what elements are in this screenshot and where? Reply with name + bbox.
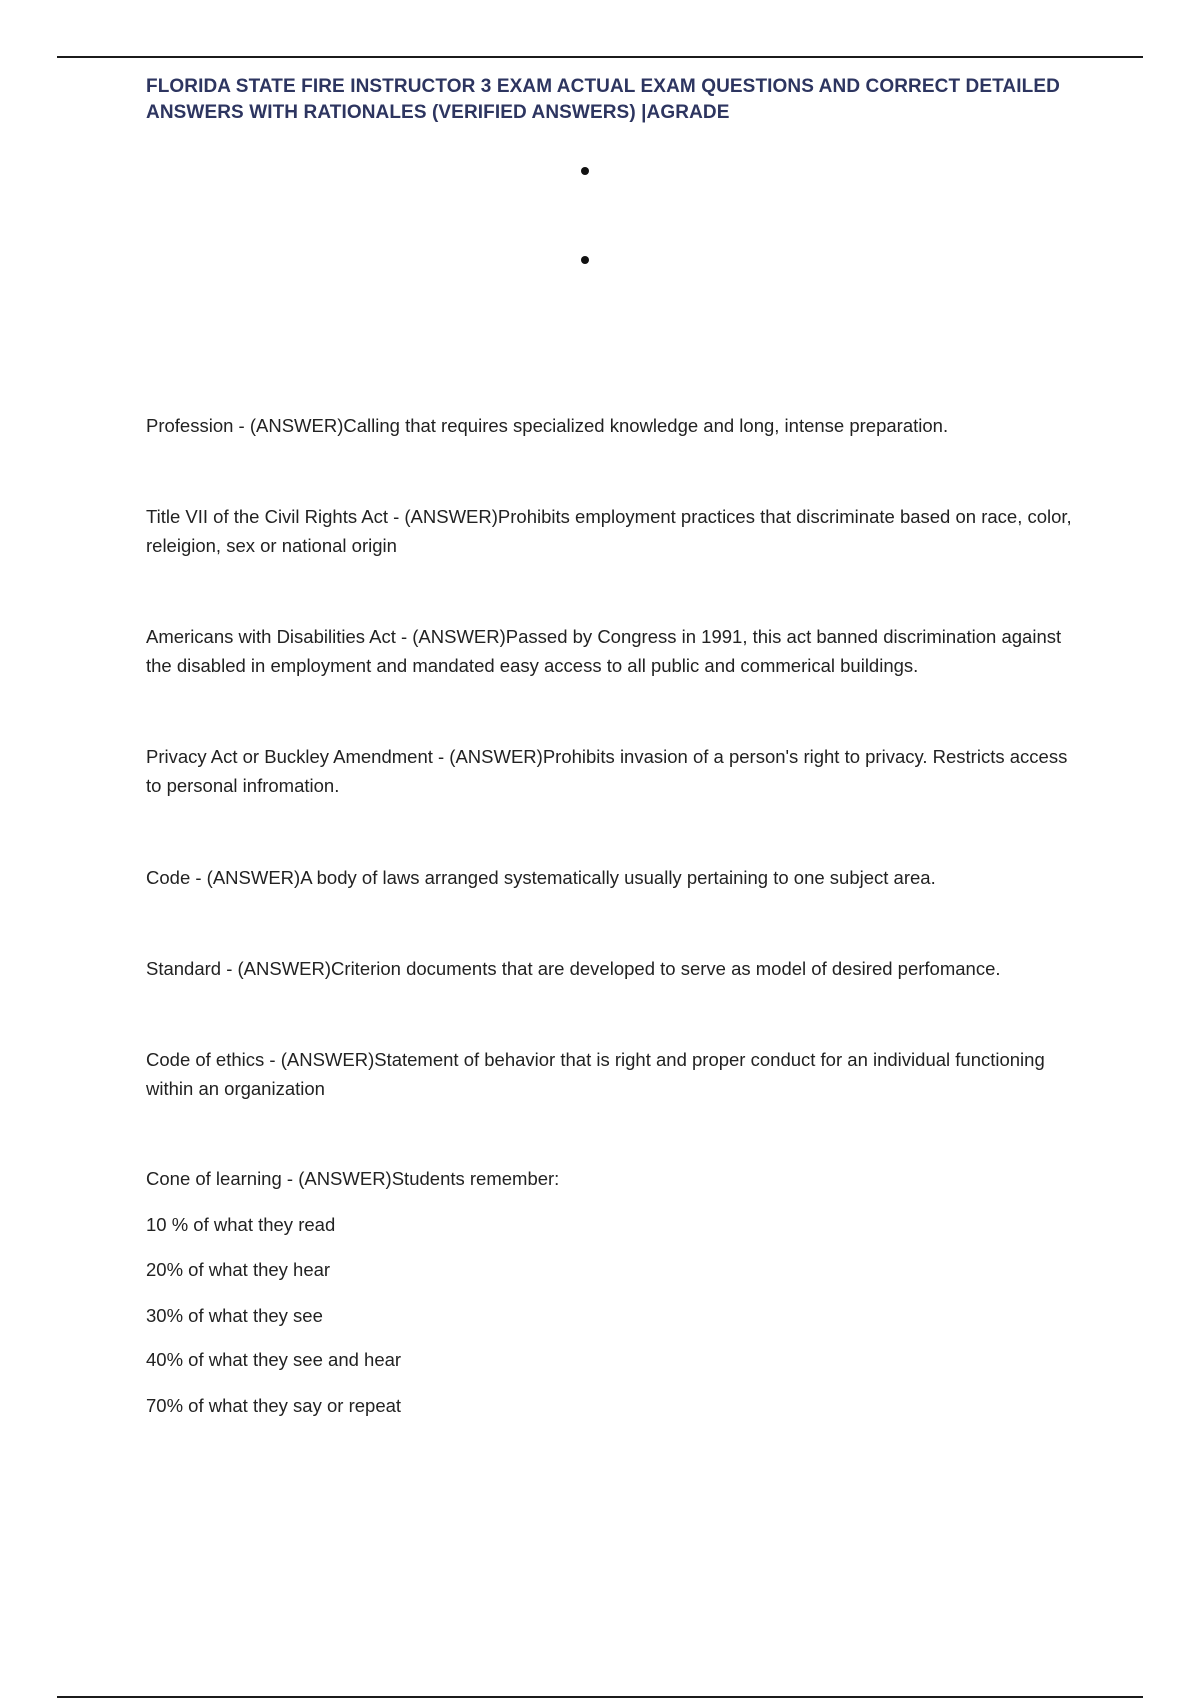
entry-standard: Standard - (ANSWER)Criterion documents that are developed to serve as model of desired perfomance. <box>146 958 1001 979</box>
cone-of-learning-heading: Cone of learning - (ANSWER)Students remember: <box>146 1168 560 1189</box>
bottom-rule <box>57 1696 1143 1698</box>
bullet-icon <box>581 256 589 264</box>
cone-line: 40% of what they see and hear <box>146 1349 402 1370</box>
entry-code: Code - (ANSWER)A body of laws arranged systematically usually pertaining to one subject area. <box>146 867 936 888</box>
bullet-icon <box>581 167 589 175</box>
document-title: FLORIDA STATE FIRE INSTRUCTOR 3 EXAM ACTUAL EXAM QUESTIONS AND CORRECT DETAILED ANSWERS WITH RATIONALES (VERIFIED ANSWERS) |AGRADE <box>146 76 1060 123</box>
entry-ada: Americans with Disabilities Act - (ANSWER)Passed by Congress in 1991, this act banned discrimination against the disabled in employment and mandated easy access to all public and commerical buildings. <box>146 626 1062 676</box>
entry-title-vii: Title VII of the Civil Rights Act - (ANSWER)Prohibits employment practices that discriminate based on race, color, releigion, sex or national origin <box>146 506 1072 556</box>
cone-line: 10 % of what they read <box>146 1214 336 1235</box>
entry-profession: Profession - (ANSWER)Calling that requires specialized knowledge and long, intense preparation. <box>146 415 949 436</box>
cone-line: 70% of what they say or repeat <box>146 1395 402 1416</box>
entry-code-of-ethics: Code of ethics - (ANSWER)Statement of behavior that is right and proper conduct for an individual functioning within an organization <box>146 1049 1045 1099</box>
top-rule <box>57 56 1143 58</box>
cone-line: 30% of what they see <box>146 1305 323 1326</box>
entry-privacy-act: Privacy Act or Buckley Amendment - (ANSWER)Prohibits invasion of a person's right to privacy. Restricts access to personal infromation. <box>146 746 1068 796</box>
cone-line: 20% of what they hear <box>146 1259 331 1280</box>
